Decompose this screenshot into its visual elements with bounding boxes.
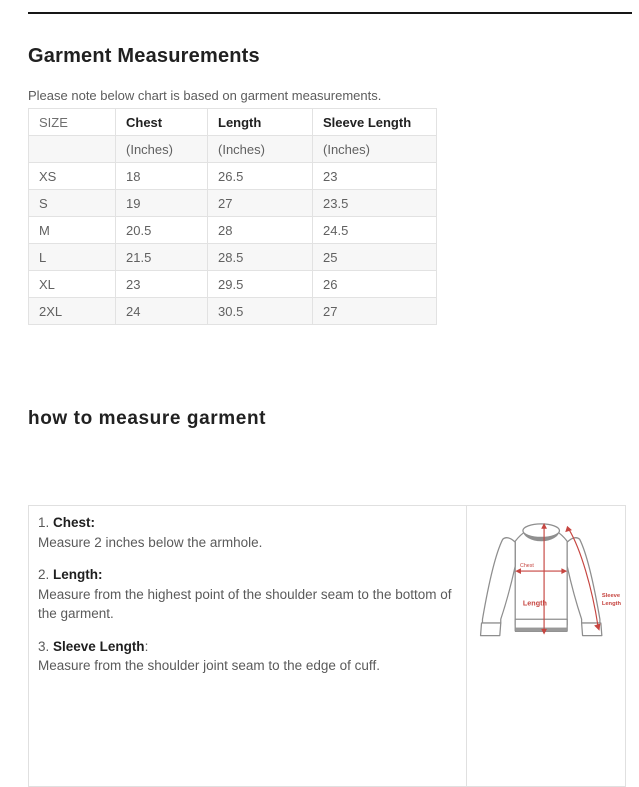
sweater-left-cuff: [481, 623, 501, 636]
column-header-size: SIZE: [29, 109, 116, 136]
table-cell: (Inches): [208, 136, 313, 163]
sleeve-arrowhead-top: [565, 526, 572, 532]
garment-diagram-cell: [467, 506, 625, 786]
step-label-suffix: :: [144, 638, 149, 654]
measurement-note: Please note below chart is based on garment measurements.: [28, 88, 382, 103]
measure-step-chest: [38, 513, 452, 552]
table-cell: (Inches): [116, 136, 208, 163]
table-cell: 23.5: [313, 190, 437, 217]
table-cell: 23: [313, 163, 437, 190]
table-cell: M: [29, 217, 116, 244]
measure-step-length: [38, 565, 452, 624]
table-cell: 18: [116, 163, 208, 190]
measure-step-sleeve-length: [38, 637, 452, 676]
sweater-left-sleeve: [482, 538, 515, 623]
table-cell: 20.5: [116, 217, 208, 244]
table-cell: 2XL: [29, 298, 116, 325]
sleeve-label-line1: Sleeve: [601, 593, 621, 600]
table-cell: 26: [313, 271, 437, 298]
sweater-collar: [523, 524, 560, 537]
table-row-xl: [29, 271, 437, 298]
table-cell: 23: [116, 271, 208, 298]
table-cell: 28.5: [208, 244, 313, 271]
step-number: 2.: [38, 567, 50, 582]
column-header-sleeve-length: Sleeve Length: [313, 109, 437, 136]
column-header-chest: Chest: [116, 109, 208, 136]
step-label: Chest:: [53, 515, 96, 530]
sweater-measurement-diagram: [469, 516, 623, 656]
table-cell: XL: [29, 271, 116, 298]
step-number: 1.: [38, 515, 50, 530]
step-number: 3.: [38, 638, 50, 654]
sweater-outline: [481, 524, 602, 636]
table-cell: [29, 136, 116, 163]
table-cell: XS: [29, 163, 116, 190]
sleeve-label-line2: Length: [601, 600, 622, 607]
table-cell: (Inches): [313, 136, 437, 163]
step-label: Sleeve Length: [53, 638, 145, 654]
page-title: Garment Measurements: [28, 45, 260, 67]
table-header-row: [29, 109, 437, 136]
table-cell: 25: [313, 244, 437, 271]
step-description: Measure from the shoulder joint seam to the edge of cuff.: [38, 658, 380, 673]
how-to-measure-title: how to measure garment: [28, 408, 267, 429]
table-cell: 21.5: [116, 244, 208, 271]
chest-label: Chest: [520, 563, 534, 570]
table-cell: 27: [313, 298, 437, 325]
table-units-row: [29, 136, 437, 163]
column-header-length: Length: [208, 109, 313, 136]
table-row-l: [29, 244, 437, 271]
table-cell: 24.5: [313, 217, 437, 244]
sweater-torso: [515, 528, 567, 625]
table-cell: 27: [208, 190, 313, 217]
table-row-xs: [29, 163, 437, 190]
step-description: Measure from the highest point of the shoulder seam to the bottom of the garment.: [38, 586, 452, 621]
table-cell: L: [29, 244, 116, 271]
sweater-hem-band-dark: [515, 628, 567, 632]
table-cell: 24: [116, 298, 208, 325]
table-cell: S: [29, 190, 116, 217]
table-row-2xl: [29, 298, 437, 325]
length-label: Length: [522, 598, 547, 608]
size-chart-table: [28, 108, 437, 325]
table-cell: 19: [116, 190, 208, 217]
step-label: Length:: [53, 567, 103, 582]
table-cell: 28: [208, 217, 313, 244]
table-row-s: [29, 190, 437, 217]
table-cell: 29.5: [208, 271, 313, 298]
measure-instructions: [29, 506, 467, 786]
top-divider-rule: [28, 12, 632, 14]
step-description: Measure 2 inches below the armhole.: [38, 534, 263, 550]
table-cell: 30.5: [208, 298, 313, 325]
table-cell: 26.5: [208, 163, 313, 190]
table-row-m: [29, 217, 437, 244]
